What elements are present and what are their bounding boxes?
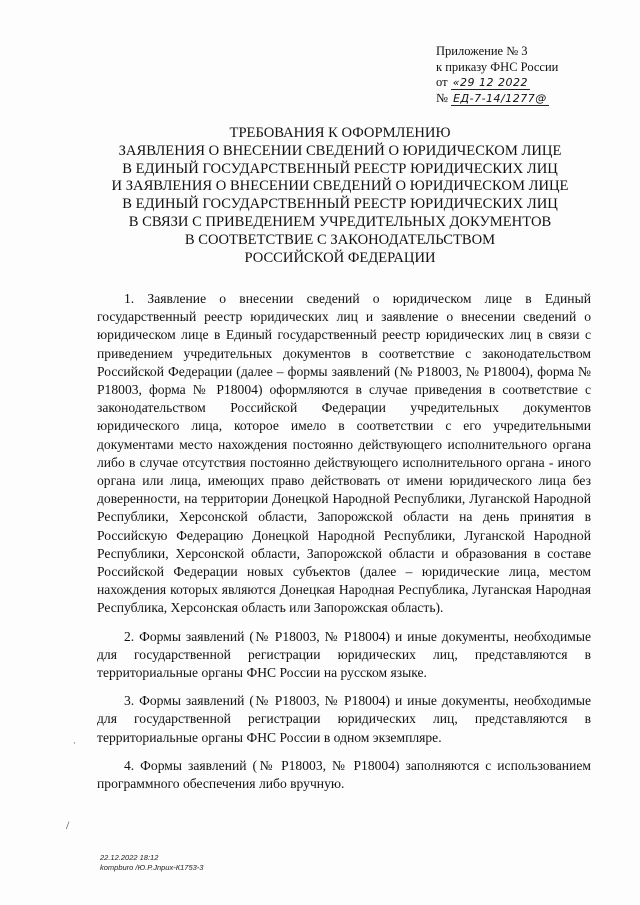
paragraph-2: 2. Формы заявлений (№ Р18003, № Р18004) и иные документы, необходимые для государственной регистрации юридических лиц, представляются в территориальные органы ФНС России на русском языке. [97, 628, 591, 681]
title-line: РОССИЙСКОЙ ФЕДЕРАЦИИ [244, 249, 436, 266]
paragraph-1: 1. Заявление о внесении сведений о юридическом лице в Единый государственный реестр юридических лиц и заявление о внесении сведений о юридическом лице в Единый государственный реестр юридических лиц в связи с приведением учредительных документов в соответствие с законодательством Российской Федерации (далее – формы заявлений (№ Р18003, № Р18004), форма № Р18003, форма № Р18004) оформляются в случае приведения в соответствие с законодательством Российской Федерации учредительных документов юридического лица, которое имело в соответствии с его учредительными документами место нахождения постоянно действующего исполнительного органа либо в случае отсутствия постоянно действующего исполнительного органа - иного органа или лица, имеющих право действовать от имени юридического лица без доверенности, на территории Донецкой Народной Республики, Луганской Народной Республики, Херсонской области, Запорожской области на день принятия в Российскую Федерацию Донецкой Народной Республики, Луганской Народной Республики, Херсонской области, Запорожской области и образования в составе Российской Федерации новых субъектов (далее – юридические лица, местом нахождения которых являются Донецкая Народная Республика, Луганская Народная Республика, Херсонская область или Запорожская область). [97, 291, 591, 616]
number-prefix: № [436, 90, 448, 105]
appendix-header [436, 44, 558, 106]
title-line: В ЕДИНЫЙ ГОСУДАРСТВЕННЫЙ РЕЕСТР ЮРИДИЧЕСКИХ ЛИЦ [122, 196, 558, 213]
appendix-date-line [436, 75, 558, 91]
appendix-number: Приложение № 3 [436, 44, 528, 58]
title-line: В СВЯЗИ С ПРИВЕДЕНИЕМ УЧРЕДИТЕЛЬНЫХ ДОКУМЕНТОВ [128, 213, 552, 230]
title-line: В СООТВЕТСТВИЕ С ЗАКОНОДАТЕЛЬСТВОМ [184, 231, 496, 248]
scan-speck: / [66, 818, 70, 832]
appendix-order-number-line [436, 91, 558, 107]
footer-author: kompburo /Ю.Р.Jnpux-К1753-3 [100, 862, 204, 872]
title-line: ТРЕБОВАНИЯ К ОФОРМЛЕНИЮ [229, 125, 451, 141]
document-body [97, 290, 591, 803]
handwritten-order-number: ЕД-7-14/1277@ [453, 91, 547, 105]
title-line: В ЕДИНЫЙ ГОСУДАРСТВЕННЫЙ РЕЕСТР ЮРИДИЧЕСКИХ ЛИЦ [122, 160, 558, 177]
appendix-order-ref: к приказу ФНС России [436, 59, 559, 74]
paragraph-4: 4. Формы заявлений (№ Р18003, № Р18004) заполняются с использованием программного обеспечения либо вручную. [97, 757, 591, 792]
handwritten-date: «29 12 2022 [452, 76, 528, 89]
title-line: И ЗАЯВЛЕНИЯ О ВНЕСЕНИИ СВЕДЕНИЙ О ЮРИДИЧЕСКОМ ЛИЦЕ [111, 178, 569, 195]
paragraph-3: 3. Формы заявлений (№ Р18003, № Р18004) и иные документы, необходимые для государственной регистрации юридических лиц, представляются в территориальные органы ФНС России в одном экземпляре. [97, 693, 591, 745]
document-title [80, 125, 600, 267]
scan-speck: · [73, 738, 76, 748]
footer-stamp [100, 853, 203, 872]
title-line: ЗАЯВЛЕНИЯ О ВНЕСЕНИИ СВЕДЕНИЙ О ЮРИДИЧЕСКОМ ЛИЦЕ [118, 142, 562, 159]
footer-timestamp: 22.12.2022 18:12 [100, 853, 159, 862]
date-prefix: от [436, 75, 448, 89]
